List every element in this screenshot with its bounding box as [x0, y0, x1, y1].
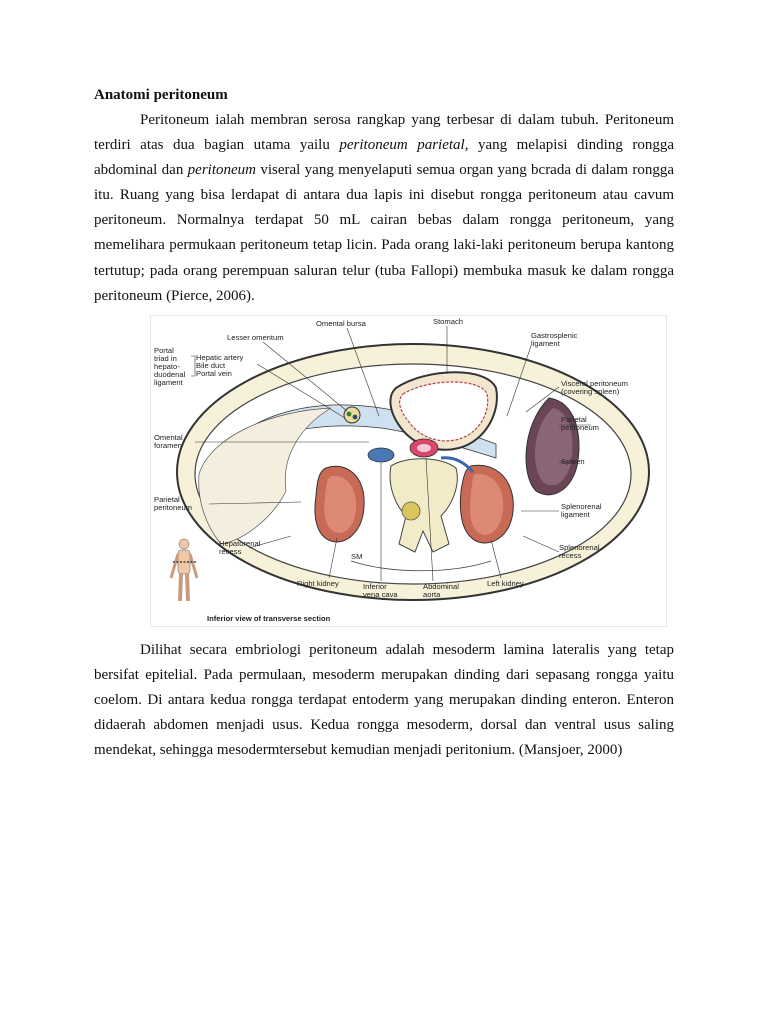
peritoneum-cross-section-diagram [151, 316, 666, 626]
label-parietal-left-1: Parietal [154, 495, 180, 504]
section-heading: Anatomi peritoneum [94, 87, 228, 103]
label-parietal-left-2: peritoneum [154, 503, 192, 512]
label-splenorenal-ligament-1: Splenorenal [561, 502, 602, 511]
label-visceral-1: Visceral peritoneum [561, 379, 628, 388]
label-stomach: Stomach [433, 317, 463, 326]
label-bile-duct: Bile duct [196, 361, 226, 370]
label-portal-3: hepato- [154, 362, 180, 371]
label-lesser-omentum: Lesser omentum [227, 333, 284, 342]
human-figure-icon [171, 539, 197, 601]
label-aorta-2: aorta [423, 590, 441, 599]
paragraph-2: Dilihat secara embriologi peritoneum adalah mesoderm lamina lateralis yang tetap bersifat epitelial. Pada permulaan, mesoderm merupakan dinding dari sepasang rongga yaitu coelom. Di antara kedua rongga terdapat entoderm yang merupakan dinding enteron. Enteron didaerah abdomen menjadi usus. Kedua rongga mesoderm, dorsal dan ventral usus saling mendekat, sehingga mesodermtersebut kemudian menjadi peritonium. (Mansjoer, 2000) [94, 642, 674, 759]
portal-triad-duct [347, 412, 352, 417]
label-splenorenal-recess-2: recess [559, 551, 582, 560]
spinal-cord [402, 502, 420, 520]
paragraph-1-emphasis-a: peritoneum parietal, [339, 137, 469, 154]
label-portal-4: duodenal [154, 370, 186, 379]
label-parietal-right-2: peritoneum [561, 423, 599, 432]
label-portal-vein: Portal vein [196, 369, 232, 378]
inferior-vena-cava [368, 448, 394, 462]
label-splenorenal-ligament-2: ligament [561, 510, 590, 519]
label-portal-1: Portal [154, 346, 174, 355]
label-left-kidney: Left kidney [487, 579, 524, 588]
label-gastrosplenic-2: ligament [531, 339, 560, 348]
label-gastrosplenic-1: Gastrosplenic [531, 331, 578, 340]
label-portal-2: triad in [154, 354, 177, 363]
paragraph-1-text-a: Peritoneum ialah membran serosa rangkap yang terbesar di dalam tubuh. Peritoneum terdiri atas dua bagian utama yailu [94, 112, 674, 154]
label-ivc-1: Inferior [363, 582, 387, 591]
label-sm: SM [351, 552, 363, 561]
label-splenorenal-recess-1: Splenorenal [559, 543, 600, 552]
paragraph-1-text-b: yang melapisi dinding rongga abdominal dan [94, 137, 674, 179]
portal-bracket [191, 356, 195, 376]
aorta-lumen [417, 444, 431, 452]
label-portal-5: ligament [154, 378, 183, 387]
label-hepatorenal-1: Hepatorenal [219, 539, 261, 548]
paragraph-1-text-c: viseral yang menyelaputi semua organ yang bcrada di dalam rongga itu. Ruang yang bisa lerdapat di antara dua lapis ini disebut rongga peritoneum atau cavum peritoneum. Normalnya terdapat 50 mL cairan bebas dalam rongga peritoneum, yang memelihara permukaan peritoneum tetap licin. Pada orang laki-laki peritoneum berupa kantong tertutup; pada orang perempuan saluran telur (tuba Fallopi) membuka masuk ke dalam rongga peritoneum (Pierce, 2006). [94, 162, 674, 304]
label-parietal-right-1: Parietal [561, 415, 587, 424]
label-right-kidney: Right kidney [297, 579, 339, 588]
label-hepatic-artery: Hepatic artery [196, 353, 244, 362]
label-visceral-2: (covering spleen) [561, 387, 620, 396]
label-spleen: Spleen [561, 457, 585, 466]
paragraph-1-emphasis-b: peritoneum [187, 162, 256, 179]
label-ivc-2: vena cava [363, 590, 398, 599]
portal-triad-vein [353, 415, 358, 420]
portal-triad [344, 407, 360, 423]
label-omental-2: foramen [154, 441, 182, 450]
figure-caption: Inferior view of transverse section [207, 614, 331, 623]
label-aorta-1: Abdominal [423, 582, 459, 591]
label-hepatorenal-2: recess [219, 547, 242, 556]
anatomy-figure [150, 315, 667, 627]
paragraph-1 [94, 108, 674, 309]
label-omental-1: Omental [154, 433, 183, 442]
label-omental-bursa: Omental bursa [316, 319, 366, 328]
